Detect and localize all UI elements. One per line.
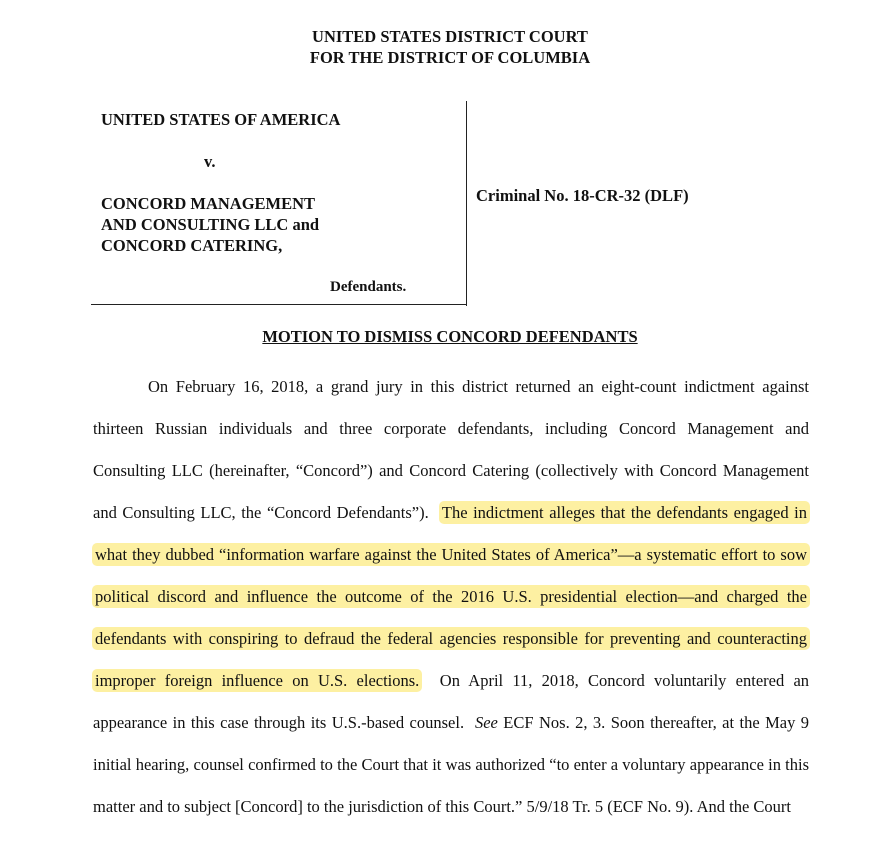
plaintiff-name: UNITED STATES OF AMERICA <box>101 110 341 129</box>
court-header <box>0 26 872 68</box>
body-paragraph <box>93 366 809 828</box>
defendants-label: Defendants. <box>330 279 407 295</box>
body-text-part2: On April 11, 2018, Concord voluntarily entered an appearance in this case through its U.S.-based counsel. <box>93 671 810 732</box>
body-text-part3: ECF Nos. 2, 3. Soon thereafter, at the May 9 initial hearing, counsel confirmed to the Court that it was authorized “to enter a voluntary appearance in this matter and to subject [Concord] to the jurisdiction of this Court.” 5/9/18 Tr. 5 (ECF No. 9). And the Court <box>93 713 810 816</box>
court-district: FOR THE DISTRICT OF COLUMBIA <box>309 48 591 67</box>
caption-vertical-divider <box>466 101 467 306</box>
highlighted-text[interactable]: The indictment alleges that the defendants engaged in what they dubbed “information warfare against the United States of America”—a systematic effort to sow political discord and influence the outcome of the 2016 U.S. presidential election—and charged the defendants with conspiring to defraud the federal agencies responsible for preventing and counteracting improper foreign influence on U.S. elections. <box>92 501 810 692</box>
motion-title: MOTION TO DISMISS CONCORD DEFENDANTS <box>262 327 638 346</box>
body-text-part1: On February 16, 2018, a grand jury in this district returned an eight-count indictment against thirteen Russian individuals and three corporate defendants, including Concord Management and Consulting LLC (hereinafter, “Concord”) and Concord Catering (collectively with Concord Management and Consulting LLC, the “Concord Defendants”). <box>93 377 809 522</box>
see-citation-signal: See <box>474 713 498 732</box>
case-number: Criminal No. 18-CR-32 (DLF) <box>476 186 689 205</box>
defendant-name-line2: AND CONSULTING LLC and <box>101 215 320 234</box>
versus-label: v. <box>204 152 216 171</box>
caption-horizontal-divider <box>91 304 467 305</box>
defendant-name-line1: CONCORD MANAGEMENT <box>101 194 316 213</box>
court-name: UNITED STATES DISTRICT COURT <box>312 27 588 46</box>
defendant-name-line3: CONCORD CATERING, <box>101 236 283 255</box>
